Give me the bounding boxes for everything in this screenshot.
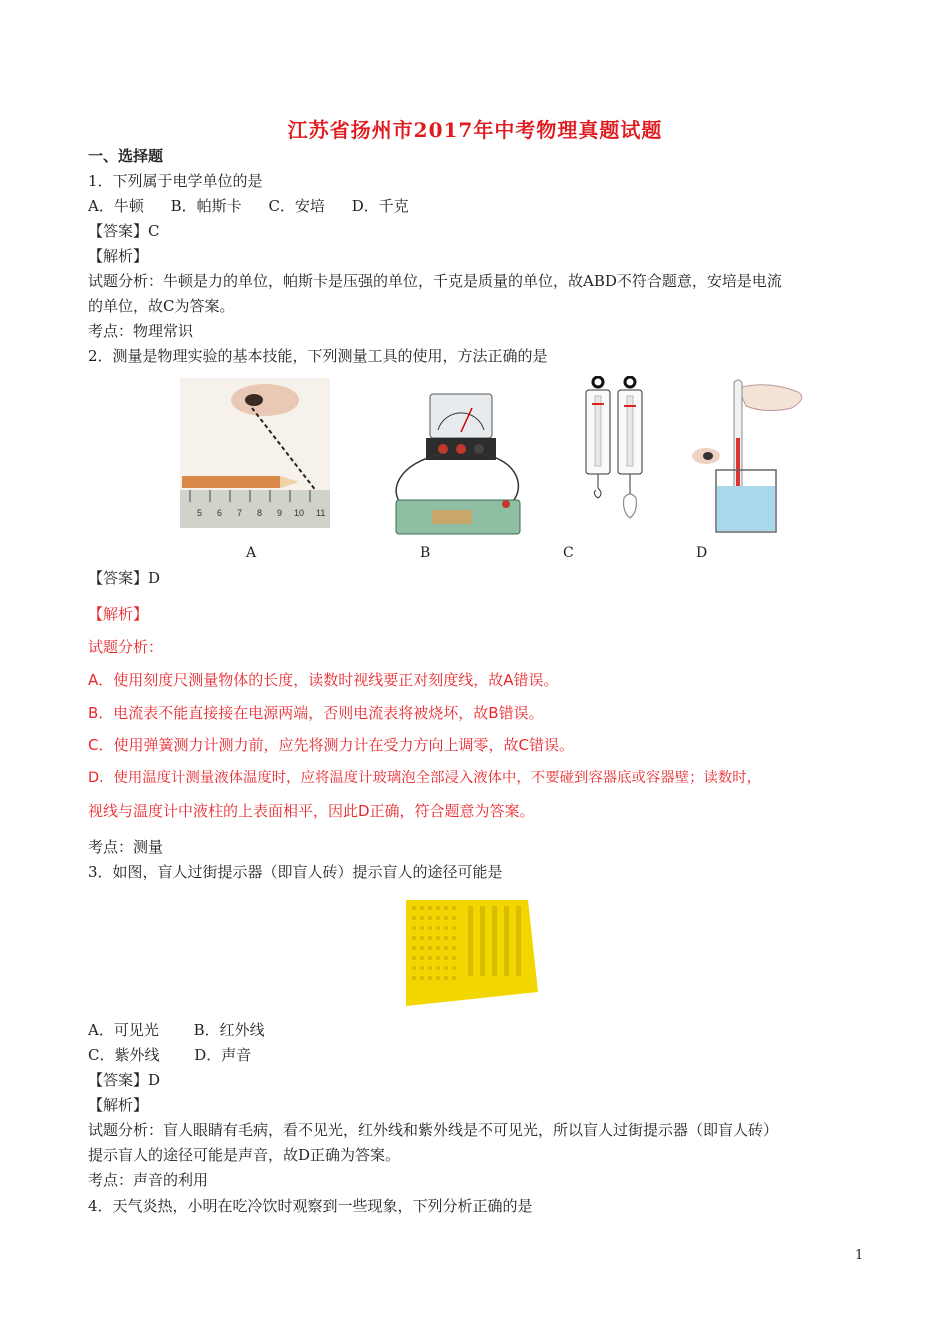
figure-b-ammeter bbox=[388, 392, 528, 537]
q1-stem: 1．下列属于电学单位的是 bbox=[88, 172, 263, 190]
ruler-tick-10: 10 bbox=[294, 508, 305, 518]
ruler-tick-9: 9 bbox=[277, 508, 283, 518]
q3-options-row2 bbox=[88, 1045, 273, 1065]
q2-point: 考点：测量 bbox=[88, 838, 164, 856]
figure-label-b: B bbox=[420, 545, 431, 561]
q3-stem: 3．如图，盲人过街提示器（即盲人砖）提示盲人的途径可能是 bbox=[88, 863, 503, 881]
q1-point: 考点：物理常识 bbox=[88, 322, 194, 340]
ruler-tick-7: 7 bbox=[237, 508, 243, 518]
q3-analysis-line2: 提示盲人的途径可能是声音，故D正确为答案。 bbox=[88, 1146, 401, 1164]
q2-analysis-c: C．使用弹簧测力计测力前，应先将测力计在受力方向上调零，故C错误。 bbox=[88, 736, 574, 754]
figure-label-d: D bbox=[696, 545, 708, 561]
q1-option-d: D．千克 bbox=[351, 197, 409, 215]
q2-analysis-d1: D．使用温度计测量液体温度时，应将温度计玻璃泡全部浸入液体中，不要碰到容器底或容器壁；读数时， bbox=[88, 770, 762, 786]
q2-analysis-label: 【解析】 bbox=[88, 605, 149, 623]
q3-point: 考点：声音的利用 bbox=[88, 1171, 209, 1189]
q1-option-c: C．安培 bbox=[268, 197, 325, 215]
q1-option-b: B．帕斯卡 bbox=[170, 197, 242, 215]
q3-option-d: D．声音 bbox=[194, 1046, 252, 1064]
q3-answer: 【答案】D bbox=[88, 1071, 161, 1089]
q2-analysis-head: 试题分析： bbox=[88, 638, 164, 656]
figure-label-a: A bbox=[246, 545, 257, 561]
q3-option-a: A．可见光 bbox=[88, 1021, 159, 1039]
q3-options-row1 bbox=[88, 1020, 287, 1040]
q3-option-c: C．紫外线 bbox=[88, 1046, 160, 1064]
q4-stem: 4．天气炎热，小明在吃冷饮时观察到一些现象，下列分析正确的是 bbox=[88, 1197, 533, 1215]
q2-analysis-a: A．使用刻度尺测量物体的长度，读数时视线要正对刻度线，故A错误。 bbox=[88, 671, 559, 689]
q2-answer: 【答案】D bbox=[88, 569, 161, 587]
ruler-tick-8: 8 bbox=[257, 508, 263, 518]
q1-options bbox=[88, 196, 431, 216]
page-title: 江苏省扬州市2017年中考物理真题试题 bbox=[287, 118, 663, 142]
figure-d-thermometer bbox=[688, 378, 818, 536]
q3-analysis-line1: 试题分析：盲人眼睛有毛病，看不见光，红外线和紫外线是不可见光，所以盲人过街提示器（即盲人砖） bbox=[88, 1121, 779, 1139]
figure-c-spring-scales bbox=[580, 376, 650, 536]
q1-analysis-line1: 试题分析：牛顿是力的单位，帕斯卡是压强的单位，千克是质量的单位，故ABD不符合题意，安培是电流 bbox=[88, 272, 782, 290]
figure-label-c: C bbox=[563, 545, 574, 561]
q2-analysis-d2: 视线与温度计中液柱的上表面相平，因此D正确，符合题意为答案。 bbox=[88, 802, 535, 820]
figure-tactile-paving bbox=[406, 900, 538, 1006]
q1-answer: 【答案】C bbox=[88, 222, 160, 240]
q3-option-b: B．红外线 bbox=[193, 1021, 265, 1039]
ruler-tick-11: 11 bbox=[316, 508, 326, 518]
figure-a-ruler bbox=[180, 378, 330, 528]
page-number: 1 bbox=[855, 1248, 864, 1263]
q1-analysis-label: 【解析】 bbox=[88, 247, 149, 265]
q3-analysis-label: 【解析】 bbox=[88, 1096, 149, 1114]
ruler-tick-5: 5 bbox=[197, 508, 203, 518]
q1-option-a: A．牛顿 bbox=[88, 197, 144, 215]
section-heading: 一、选择题 bbox=[88, 147, 164, 165]
q1-analysis-line2: 的单位，故C为答案。 bbox=[88, 297, 235, 315]
ruler-tick-6: 6 bbox=[217, 508, 223, 518]
q2-analysis-b: B．电流表不能直接接在电源两端，否则电流表将被烧坏，故B错误。 bbox=[88, 704, 544, 722]
q2-stem: 2．测量是物理实验的基本技能，下列测量工具的使用，方法正确的是 bbox=[88, 347, 548, 365]
